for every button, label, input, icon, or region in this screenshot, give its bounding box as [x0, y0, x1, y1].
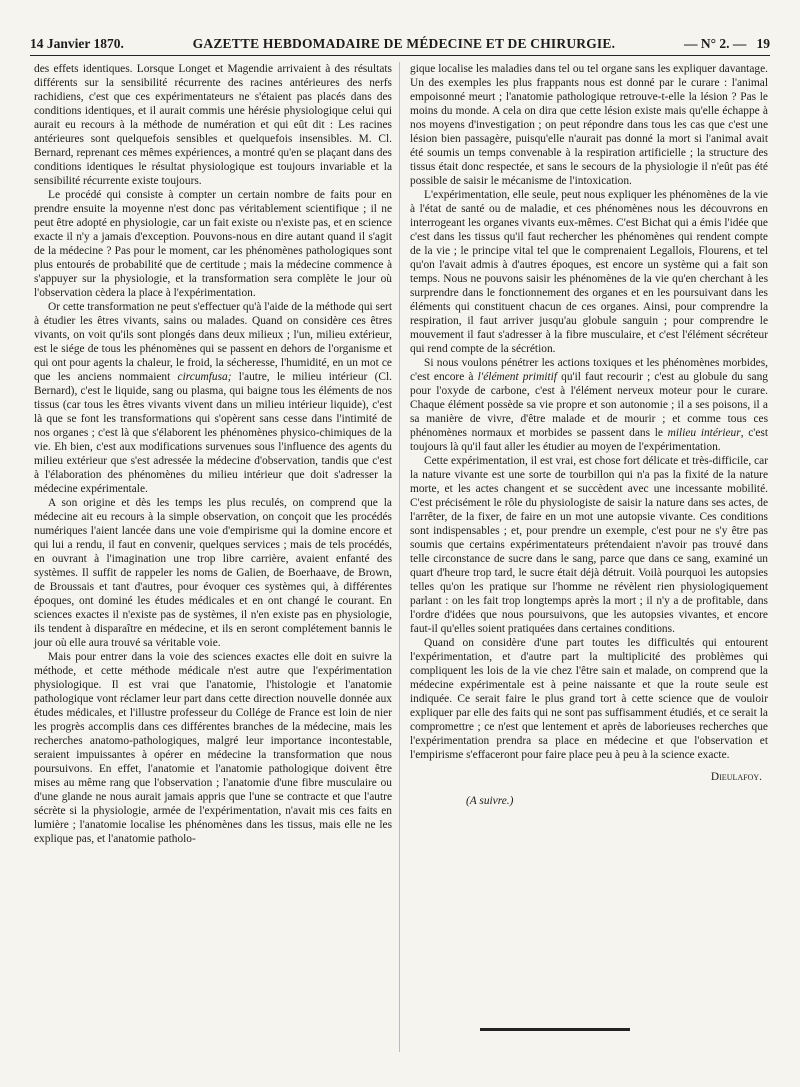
right-column-paragraph [410, 188, 768, 356]
header-number: — N° 2. — [683, 36, 747, 51]
paragraph-text: qu'il faut recourir ; c'est au globule du sang pour l'oxyde de carbone, c'est à l'élément nerveux moteur pour le curare. Chaque élément possède sa vie propre et son autonomie ; il a ses poisons, il a sa manière de vivre, d'être malade et de mourir ; et comme tous ces phénomènes normaux et morbides se passent dans le [410, 371, 768, 439]
paragraph-text: L'expérimentation, elle seule, peut nous expliquer les phénomènes de la vie à l'état de santé ou de maladie, et ces phénomènes nous les découvrons en interrogeant les organes vivants eux-mêmes. C'est Bichat qui a émis l'idée que c'est dans les tissus qu'il faut rechercher les phénomènes qui rendent compte de la vie ; le principe vital tel que le comprenaient Legallois, Flourens, et tel qu'on l'avait admis à d'autres époques, est encore un système qui a fait son temps. Nous ne pouvons saisir les phénomènes de la vie qu'en cherchant à les surprendre dans le fonctionnement des organes et en les poursuivant dans les éléments qui constituent chacun de ces organes. Ainsi, pour comprendre la respiration, il faut arriver jusqu'au globule sanguin ; pour comprendre le mouvement il faut s'adresser à la fibre musculaire, et c'est l'élément sécréteur qui rend compte de la sécrétion. [410, 189, 768, 355]
left-column-paragraph [34, 188, 392, 300]
paragraph-text: A son origine et dès les temps les plus reculés, on comprend que la médecine ait eu recours à la simple observation, on conçoit que les procédés numériques l'aient lancée dans une voie d'empirisme qui la domine encore et qui lui a rendu, il faut en convenir, quelques services ; mais de tels procédés, en ouvrant à l'imagination une trop libre carrière, avaient enfanté des systèmes. Il suffit de rappeler les noms de Galien, de Boerhaave, de Brown, de Broussais et tant d'autres, pour évoquer ces systèmes qui, à différentes époques, ont dominé les études médicales et en ont changé le courant. En sciences exactes il n'existe pas de systèmes, il n'en existe pas en physiologie, ils tendent à disparaître en médecine, et ils en seront complétement bannis le jour où elle aura trouvé sa véritable voie. [34, 497, 392, 649]
column-divider [399, 62, 400, 1052]
paragraph-text: des effets identiques. Lorsque Longet et Magendie arrivaient à des résultats différents sur la sensibilité récurrente des racines antérieures des nerfs rachidiens, c'est que ces expérimentateurs ne s'étaient pas placés dans des conditions identiques, et il aurait commis une hérésie physiologique celui qui aurait eu recours à la méthode de numération et qui eût dit : Les racines antérieures sont quelquefois sensibles et quelquefois insensibles. M. Cl. Bernard, reprenant ces mêmes expériences, a montré qu'en se plaçant dans des conditions identiques le résultat physiologique est toujours invariable et la sensibilité récurrente existe toujours. [34, 63, 392, 187]
italic-term: l'élément primitif [477, 371, 557, 383]
paragraph-text: Mais pour entrer dans la voie des sciences exactes elle doit en suivre la méthode, et cette méthode médicale n'est autre que l'expérimentation physiologique. Il est vrai que l'anatomie, l'histologie et l'anatomie pathologique vont réclamer leur part dans cette direction nouvelle donnée aux études médicales, et l'illustre professeur du Collége de France est loin de nier les progrès accomplis dans ces différentes branches de la médecine, mais les recherches anatomo-pathologiques, malgré leur importance incontestable, seraient impuissantes à opérer en médecine la transformation que nous poursuivons. En effet, l'anatomie et l'anatomie pathologique doivent être mises au même rang que l'observation ; l'anatomie d'une fibre musculaire ou d'une glande ne nous aurait jamais appris que l'une se contracte et que l'autre sécrète si la physiologie, armée de l'expérimentation, n'avait mis ces faits en lumière ; l'anatomie localise les phénomènes dans les tissus, mais elle ne les explique pas, et l'anatomie patholo- [34, 651, 392, 845]
paragraph-text: gique localise les maladies dans tel ou tel organe sans les expliquer davantage. Un des exemples les plus frappants nous est donné par le curare : l'animal empoisonné meurt ; l'anatomie pathologique retrouve-t-elle la lésion ? Pas le moins du monde. A cela on dira que cette lésion existe mais qu'elle échappe à nos moyens d'investigation ; on peut répondre dans tous les cas que c'est une lésion bien passagère, puisqu'elle n'aurait pas donné la mort si l'animal avait été soumis un temps convenable à la respiration artificielle ; la structure des tissus était donc respectée, et sans le secours de la physiologie il n'eût pas été possible de saisir le mécanisme de l'intoxication. [410, 63, 768, 187]
paragraph-text: Quand on considère d'une part toutes les difficultés qui entourent l'expérimentation, et d'autre part la multiplicité des problèmes qui compliquent les lois de la vie chez l'être sain et malade, on comprend que la médecine expérimentale est à peine naissante et que la route seule est indiquée. Ce serait faire le plus grand tort à cette science que de vouloir expliquer par elle des faits qui ne sont pas suffisamment étudiés, et ce serait la compromettre ; ce n'est que lentement et après de laborieuses recherches que l'expérimentation prendra sa place en médecine et que l'observation et l'empirisme s'effaceront pour faire place peu à peu à la science exacte. [410, 637, 768, 761]
header-page-number: 19 [756, 36, 770, 51]
to-be-continued-line [410, 794, 768, 808]
paragraph-text: Si nous voulons pénétrer les actions toxiques et les phénomènes morbides, c'est encore à [410, 357, 768, 383]
header-date: 14 Janvier 1870. [30, 36, 124, 51]
left-column-paragraph [34, 650, 392, 846]
left-column-paragraph [34, 496, 392, 650]
right-column-paragraph [410, 454, 768, 636]
left-column-paragraph [34, 62, 392, 188]
left-column [34, 62, 392, 846]
paragraph-text: l'autre, le milieu intérieur (Cl. Bernard), c'est le liquide, sang ou plasma, qui baigne tous les éléments de nos tissus (car tous les êtres vivants vivent dans un milieu intérieur liquide), c'est là que se font les transformations qui s'opèrent sans cesse dans l'intimité de nos organes ; c'est là que s'élaborent les phénomènes physico-chimiques de la vie. Eh bien, c'est aux modifications survenues sous l'influence des agents du milieu extérieur que s'est adressée la médecine d'observation, tandis que c'est à l'élaboration des phénomènes du milieu intérieur que doit s'adresser la médecine expérimentale. [34, 371, 392, 495]
paragraph-text: Or cette transformation ne peut s'effectuer qu'à l'aide de la méthode qui sert à étudier les êtres vivants, sains ou malades. Quand on considère ces êtres vivants, on voit qu'ils sont plongés dans deux milieux ; l'un, milieu extérieur, est le siége de tous les phénomènes qui se passent en dehors de l'organisme et qui ont pour agents la chaleur, le froid, la sécheresse, l'humidité, en un mot ce que les anciens nommaient [34, 301, 392, 383]
header-page-info [684, 36, 770, 52]
right-column-paragraph [410, 356, 768, 454]
right-column [410, 62, 768, 808]
end-rule [480, 1028, 630, 1031]
paragraph-text: Le procédé qui consiste à compter un certain nombre de faits pour en prendre ensuite la moyenne n'est donc pas véritablement scientifique ; il ne peut être adopté en physiologie, car un fait existe ou n'existe pas, et en science exacte il n'y a jamais d'exception. Pouvons-nous en dire autant quand il s'agit de la médecine ? Pas pour le moment, car les phénomènes pathologiques sont plus entourés de probabilité que de certitude ; mais la médecine commence à s'appuyer sur la physiologie, et la transformation sera complète le jour où l'observation cèdera la place à l'expérimentation. [34, 189, 392, 299]
italic-term: circumfusa; [177, 371, 232, 383]
right-column-paragraph [410, 636, 768, 762]
left-column-paragraph [34, 300, 392, 496]
paragraph-text: , c'est toujours là qu'il faut aller les étudier au moyen de l'expérimentation. [410, 427, 768, 453]
right-column-paragraph [410, 62, 768, 188]
page-header [30, 24, 770, 56]
header-title: GAZETTE HEBDOMADAIRE DE MÉDECINE ET DE CHIRURGIE. [192, 36, 616, 51]
to-be-continued: (A suivre.) [466, 795, 514, 807]
italic-term: milieu intérieur [667, 427, 741, 439]
author-signature: Dieulafoy. [710, 771, 762, 783]
paragraph-text: Cette expérimentation, il est vrai, est chose fort délicate et très-difficile, car la nature vivante est une sorte de tourbillon qui n'a pas la fixité de la nature morte, et les actes changent et se succèdent avec une incessante mobilité. C'est précisément le rôle du physiologiste de saisir la nature dans ses actes, de l'arrêter, de la fixer, de faire en un mot une autopsie vivante. Ces conditions sont indispensables ; et, pour prendre un exemple, c'est pour ne s'y être pas soumis que certains expérimentateurs prétendaient n'avoir pas trouvé dans telle circonstance de sucre dans le sang, parce que dans ce sang, examiné un quart d'heure trop tard, le sucre était déjà détruit. Voilà pourquoi les autopsies telles qu'on les pratique sur l'homme ne révèlent rien physiologiquement parlant : on les fait trop longtemps après la mort ; il n'y a de profitable, dans l'ordre d'idées que nous poursuivons, que les autopsies vivantes, et encore faut-il qu'elles soient pratiquées dans certaines conditions. [410, 455, 768, 635]
